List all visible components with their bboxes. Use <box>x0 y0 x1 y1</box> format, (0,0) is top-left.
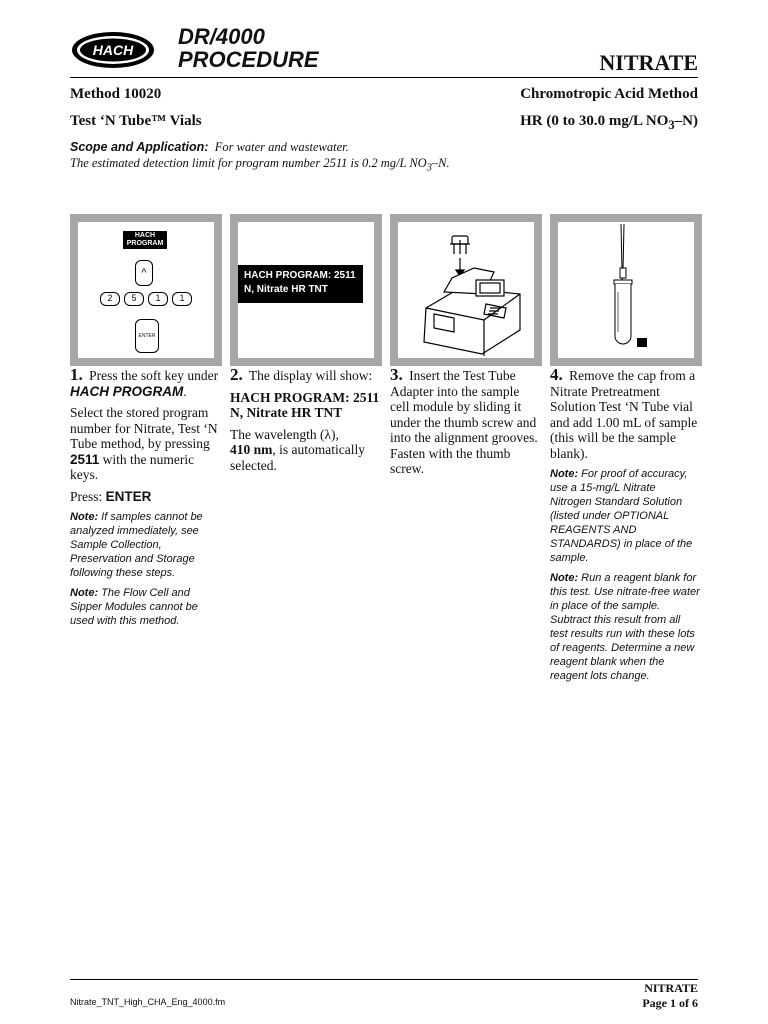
step-1-press-key: ENTER <box>105 488 152 504</box>
step-3-number: 3. <box>390 365 403 384</box>
logo-text: HACH <box>92 42 134 58</box>
step-2-text: The display will show: <box>248 368 373 383</box>
method-number: Method 10020 <box>70 86 162 102</box>
step-1-softkey: HACH PROGRAM <box>70 383 184 399</box>
step-1-p2-a: Select the stored program number for Nitrate, Test ‘N Tube method, by pressing <box>70 405 218 451</box>
detection-limit <box>70 155 450 177</box>
up-arrow-key: ^ <box>135 260 153 286</box>
footer-section <box>642 981 698 1011</box>
label-line-1: HACH <box>134 232 156 239</box>
enter-key: ENTER <box>135 319 159 353</box>
step-2-wavelength-a: The wavelength (λ), <box>230 426 339 442</box>
key-5: 5 <box>124 292 144 306</box>
hach-program-label <box>123 231 167 249</box>
step-2-wavelength-c: , is automatically selected. <box>230 442 365 473</box>
display-line-1: HACH PROGRAM: 2511 <box>244 270 356 281</box>
step-4-note-1-text: For proof of accuracy, use a 15-mg/L Nitrate Nitrogen Standard Solution (listed under OPTIONAL REAGENTS AND STANDARDS) in place of the sample. <box>550 468 693 564</box>
page-number: Page 1 of 6 <box>642 996 698 1010</box>
panel-vial <box>550 214 702 366</box>
step-4-note-1-label: Note: <box>550 468 579 480</box>
key-1a: 1 <box>148 292 168 306</box>
step-4-note-2-text: Run a reagent blank for this test. Use nitrate-free water in place of the sample. Subtract this result from all test results run with these lots of reagents. Determine a new reagent blank when the reagent lots change. <box>550 572 700 682</box>
label-line-2: PROGRAM <box>126 240 164 247</box>
dl-sub: 3 <box>426 162 432 174</box>
dl-suffix: –N. <box>431 156 450 170</box>
hach-logo <box>71 30 157 70</box>
step-1 <box>70 367 220 634</box>
footer-section-name: NITRATE <box>644 981 698 995</box>
step-1-p2-c: with the numeric keys. <box>70 451 195 482</box>
step-2 <box>230 367 380 479</box>
analyte-title: NITRATE <box>599 50 698 75</box>
step-4-note-2-label: Note: <box>550 572 579 584</box>
document-title <box>178 25 319 71</box>
step-2-number: 2. <box>230 365 243 384</box>
display-line-2: N, Nitrate HR TNT <box>244 284 328 295</box>
program-display <box>238 265 363 303</box>
step-1-note-1-text: If samples cannot be analyzed immediately, see Sample Collection, Preservation and Storage following these steps. <box>70 511 203 579</box>
header-rule <box>70 77 698 78</box>
range-sub: 3 <box>668 118 675 132</box>
step-1-program-number: 2511 <box>70 451 100 467</box>
key-1b: 1 <box>172 292 192 306</box>
vial-type: Test ‘N Tube™ Vials <box>70 113 202 129</box>
range-suffix: –N) <box>674 113 698 129</box>
step-1-note-2-text: The Flow Cell and Sipper Modules cannot be used with this method. <box>70 587 198 627</box>
scope-text: For water and wastewater. <box>214 140 349 154</box>
step-1-number: 1. <box>70 365 83 384</box>
key-2: 2 <box>100 292 120 306</box>
step-2-wavelength-value: 410 nm <box>230 442 273 457</box>
step-4 <box>550 367 700 689</box>
scope-section <box>70 139 450 177</box>
instrument-illustration <box>398 222 534 358</box>
title-line-2: PROCEDURE <box>178 47 319 72</box>
dl-prefix: The estimated detection limit for program number 2511 is 0.2 mg/L NO <box>70 156 427 170</box>
method-name: Chromotropic Acid Method <box>520 86 698 102</box>
step-1-note-2-label: Note: <box>70 587 99 599</box>
step-4-number: 4. <box>550 365 563 384</box>
scope-label: Scope and Application: <box>70 140 209 154</box>
range <box>520 113 698 133</box>
step-1-text-a: Press the soft key under <box>89 368 219 383</box>
step-1-press-label: Press: <box>70 488 103 504</box>
range-prefix: HR (0 to 30.0 mg/L NO <box>520 113 669 129</box>
title-line-1: DR/4000 <box>178 24 265 49</box>
footer-rule <box>70 979 698 980</box>
step-2-display-line-1: HACH PROGRAM: 2511 <box>230 389 380 405</box>
panel-keypad <box>70 214 222 366</box>
step-3 <box>390 367 540 483</box>
panel-instrument <box>390 214 542 366</box>
step-1-note-1-label: Note: <box>70 511 99 523</box>
step-2-display-line-2: N, Nitrate HR TNT <box>230 405 343 420</box>
step-1-text-c: . <box>183 383 187 399</box>
step-3-text: Insert the Test Tube Adapter into the sample cell module by sliding it under the thumb screw and into the alignment grooves. Fasten with the thumb screw. <box>390 368 538 476</box>
vial-pipette-illustration <box>558 222 694 358</box>
footer-filename: Nitrate_TNT_High_CHA_Eng_4000.fm <box>70 997 226 1007</box>
step-4-text: Remove the cap from a Nitrate Pretreatment Solution Test ‘N Tube vial and add 1.00 mL of sample (this will be the sample blank). <box>550 368 698 461</box>
